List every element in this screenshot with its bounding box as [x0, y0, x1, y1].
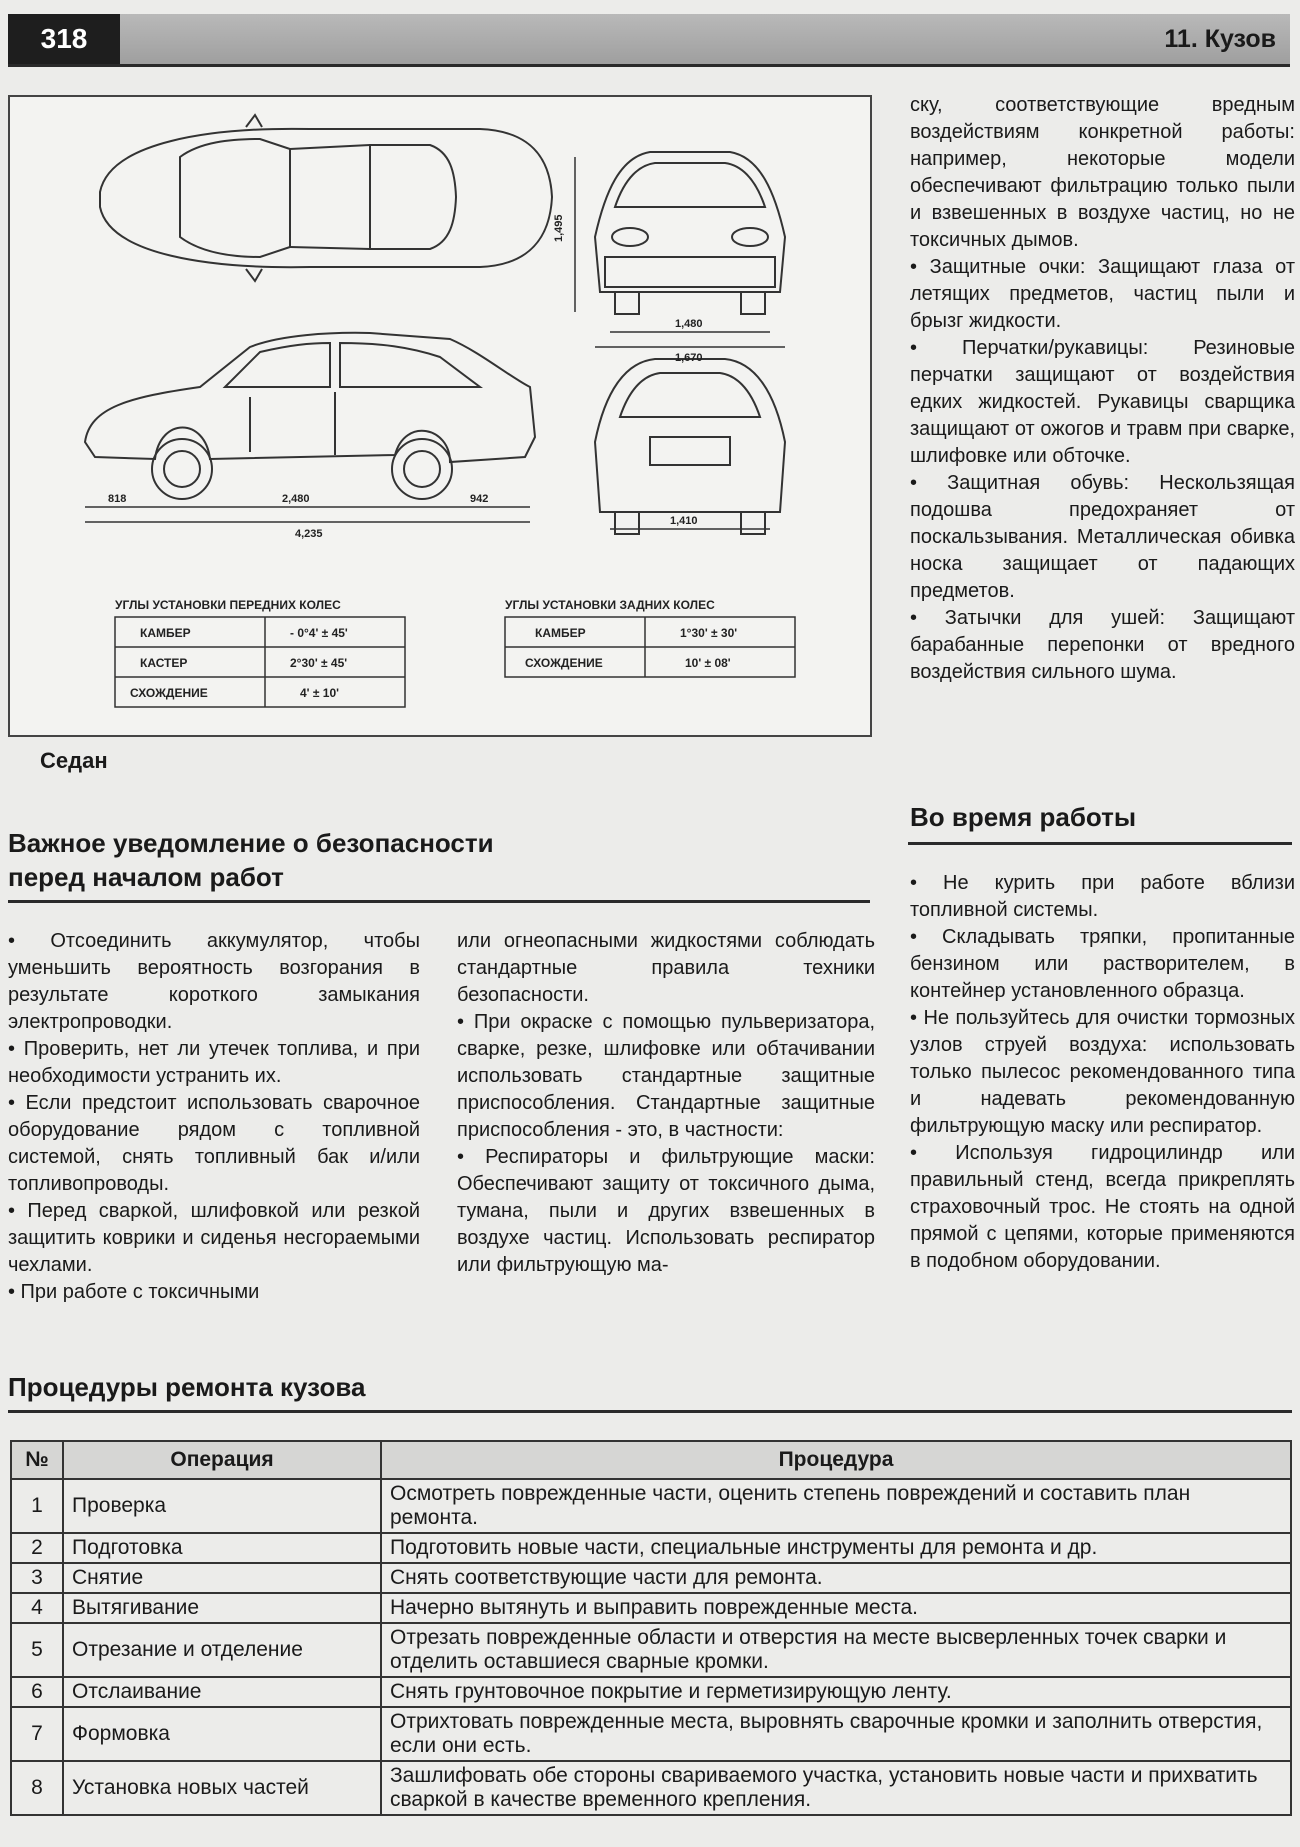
row-operation: Подготовка: [63, 1533, 381, 1563]
paragraph: • Не пользуйтесь для очистки тормозных узлов струей воздуха: использовать только пылесос рекомендованного типа и надевать рекомендованную фильтрующую маску или респиратор.: [910, 1007, 1295, 1137]
table-row: [11, 1707, 1291, 1761]
dim-front-overhang: 818: [108, 493, 127, 505]
paragraph: • При работе с токсичными: [8, 1281, 260, 1303]
table-row: [11, 1479, 1291, 1533]
car-top-view: [100, 115, 552, 281]
rear-row-value: 10' ± 08': [685, 656, 731, 670]
row-procedure: Снять соответствующие части для ремонта.: [381, 1563, 1291, 1593]
page-header: [8, 14, 1290, 67]
row-procedure: Отрихтовать поврежденные места, выровнять сварочные кромки и заполнить отверстия, если они есть.: [381, 1707, 1291, 1761]
safety-title-line1: Важное уведомление о безопасности: [8, 828, 494, 858]
safety-column-left: [8, 928, 420, 1306]
car-drawings: [10, 97, 870, 735]
paragraph: • Затычки для ушей: Защищают барабанные перепонки от вредного воздействия сильного шума.: [910, 607, 1295, 683]
right-column-top: [910, 92, 1295, 686]
paragraph: • Перчатки/рукавицы: Резиновые перчатки защищают от воздействия едких жидкостей. Рукавицы сварщика защищают от ожогов и травм при сварке, шлифовке или обточке.: [910, 337, 1295, 467]
dim-height: 1,495: [553, 214, 565, 242]
row-operation: Проверка: [63, 1479, 381, 1533]
table-row: [11, 1563, 1291, 1593]
car-front-view: [595, 152, 785, 314]
table-row: [11, 1677, 1291, 1707]
page-number: 318: [8, 14, 120, 64]
table-row: [11, 1593, 1291, 1623]
during-work-title: Во время работы: [910, 802, 1137, 832]
paragraph: • Защитная обувь: Нескользящая подошва предохраняет от поскальзывания. Металлическая обивка носка защищает от падающих предметов.: [910, 472, 1295, 602]
procedures-rule: [8, 1410, 1292, 1413]
car-rear-view: [595, 359, 785, 534]
front-row-value: - 0°4' ± 45': [290, 626, 348, 640]
rear-table-title: УГЛЫ УСТАНОВКИ ЗАДНИХ КОЛЕС: [505, 598, 715, 612]
safety-section-title: [8, 826, 494, 894]
row-number: 1: [11, 1479, 63, 1533]
paragraph: • Если предстоит использовать сварочное оборудование рядом с топливной системой, снять топливный бак и/или топливопроводы.: [8, 1092, 420, 1195]
front-row-label: СХОЖДЕНИЕ: [130, 686, 208, 700]
procedures-title: Процедуры ремонта кузова: [8, 1372, 366, 1402]
front-row-value: 2°30' ± 45': [290, 656, 348, 670]
row-operation: Формовка: [63, 1707, 381, 1761]
rear-row-label: КАМБЕР: [535, 626, 586, 640]
chapter-title: 11. Кузов: [1164, 25, 1276, 53]
safety-rule: [8, 900, 870, 903]
row-number: 4: [11, 1593, 63, 1623]
front-row-label: КАСТЕР: [140, 656, 188, 670]
dim-width: 1,670: [675, 352, 703, 364]
dim-track-front: 1,480: [675, 318, 703, 330]
diagram-caption: Седан: [40, 748, 108, 773]
table-row: [11, 1533, 1291, 1563]
column-header: №: [11, 1441, 63, 1479]
paragraph: • При окраске с помощью пульверизатора, сварке, резке, шлифовке или обтачивании использовать стандартные защитные приспособления. Стандартные защитные приспособления - это, в частности:: [457, 1011, 875, 1141]
row-number: 2: [11, 1533, 63, 1563]
rear-row-value: 1°30' ± 30': [680, 626, 738, 640]
row-procedure: Подготовить новые части, специальные инструменты для ремонта и др.: [381, 1533, 1291, 1563]
table-row: [11, 1623, 1291, 1677]
row-procedure: Снять грунтовочное покрытие и герметизирующую ленту.: [381, 1677, 1291, 1707]
row-procedure: Осмотреть поврежденные части, оценить степень повреждений и составить план ремонта.: [381, 1479, 1291, 1533]
dim-wheelbase: 2,480: [282, 493, 310, 505]
paragraph: • Отсоединить аккумулятор, чтобы уменьшить вероятность возгорания в результате короткого замыкания электропроводки.: [8, 930, 420, 1033]
car-side-view: [85, 333, 535, 499]
row-procedure: Отрезать поврежденные области и отверстия на месте высверленных точек сварки и отделить оставшиеся сварные кромки.: [381, 1623, 1291, 1677]
row-number: 3: [11, 1563, 63, 1593]
column-header: Процедура: [381, 1441, 1291, 1479]
row-procedure: Начерно вытянуть и выправить поврежденные места.: [381, 1593, 1291, 1623]
during-work-column: [910, 870, 1295, 1275]
paragraph: или огнеопасными жидкостями соблюдать стандартные правила техники безопасности.: [457, 930, 875, 1006]
paragraph: • Складывать тряпки, пропитанные бензином или растворителем, в контейнер установленного образца.: [910, 926, 1295, 1002]
paragraph: • Не курить при работе вблизи топливной системы.: [910, 872, 1295, 921]
table-header-row: [11, 1441, 1291, 1479]
paragraph: • Защитные очки: Защищают глаза от летящих предметов, частиц пыли и брызг жидкости.: [910, 256, 1295, 332]
dim-rear-overhang: 942: [470, 493, 489, 505]
row-procedure: Зашлифовать обе стороны свариваемого участка, установить новые части и прихватить сваркой в качестве временного крепления.: [381, 1761, 1291, 1815]
paragraph: • Используя гидроцилиндр или правильный стенд, всегда прикреплять страховочный трос. Не стоять на одной прямой с цепями, которые применяются в подобном оборудовании.: [910, 1142, 1295, 1272]
procedures-table: [10, 1440, 1292, 1816]
paragraph: • Проверить, нет ли утечек топлива, и при необходимости устранить их.: [8, 1038, 420, 1087]
table-row: [11, 1761, 1291, 1815]
front-table-title: УГЛЫ УСТАНОВКИ ПЕРЕДНИХ КОЛЕС: [115, 598, 341, 612]
row-operation: Снятие: [63, 1563, 381, 1593]
row-number: 5: [11, 1623, 63, 1677]
paragraph: • Перед сваркой, шлифовкой или резкой защитить коврики и сиденья несгораемыми чехлами.: [8, 1200, 420, 1276]
row-number: 8: [11, 1761, 63, 1815]
rear-row-label: СХОЖДЕНИЕ: [525, 656, 603, 670]
paragraph: • Респираторы и фильтрующие маски: Обеспечивают защиту от токсичного дыма, тумана, пыли и других взвешенных в воздухе частиц. Использовать респиратор или фильтрующую ма-: [457, 1146, 875, 1276]
row-operation: Отслаивание: [63, 1677, 381, 1707]
row-number: 6: [11, 1677, 63, 1707]
safety-column-mid: [457, 928, 875, 1279]
car-dimensions-diagram: [8, 95, 872, 737]
row-number: 7: [11, 1707, 63, 1761]
safety-title-line2: перед началом работ: [8, 862, 284, 892]
paragraph: ску, соответствующие вредным воздействиям конкретной работы: например, некоторые модели обеспечивают фильтрацию только пыли и взвешенных в воздухе частиц, но не токсичных дымов.: [910, 94, 1295, 251]
dim-length: 4,235: [295, 528, 323, 540]
front-row-label: КАМБЕР: [140, 626, 191, 640]
front-row-value: 4' ± 10': [300, 686, 339, 700]
during-work-rule: [908, 842, 1292, 845]
row-operation: Вытягивание: [63, 1593, 381, 1623]
dim-track-rear: 1,410: [670, 515, 698, 527]
row-operation: Установка новых частей: [63, 1761, 381, 1815]
column-header: Операция: [63, 1441, 381, 1479]
row-operation: Отрезание и отделение: [63, 1623, 381, 1677]
